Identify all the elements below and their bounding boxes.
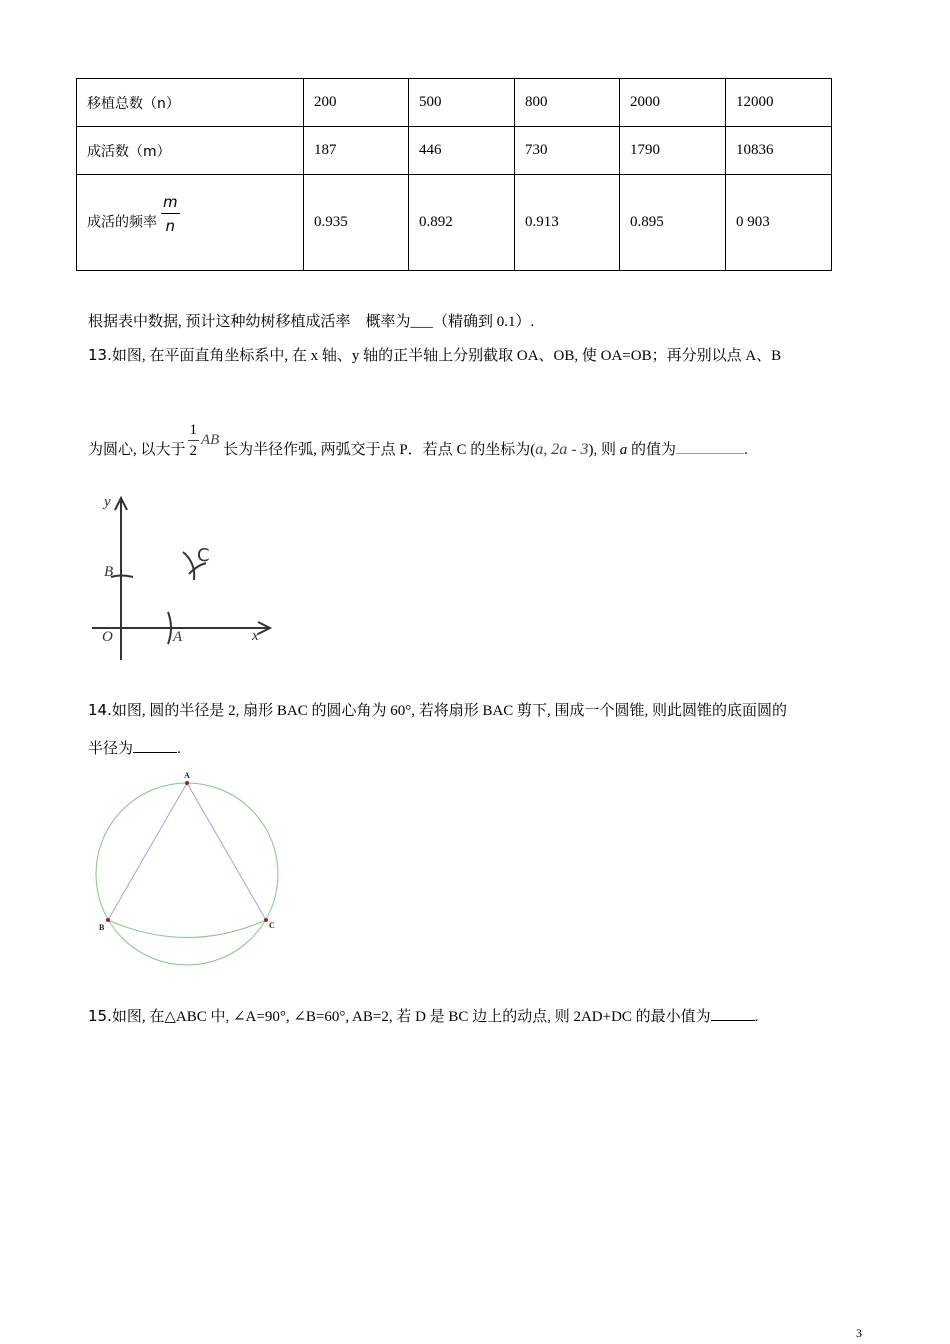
table-cell: 730 bbox=[515, 127, 620, 175]
q12-conclusion: 根据表中数据, 预计这种幼树移植成活率 概率为___（精确到 0.1）. bbox=[88, 314, 535, 330]
q15-text-1: 如图, 在△ABC 中, ∠A=90°, ∠B=60°, AB=2, 若 D 是 BC 边上的动点, 则 2AD+DC 的最小值为 bbox=[111, 1009, 711, 1025]
q13-text-2d: 的值为 bbox=[631, 441, 677, 458]
answer-blank[interactable] bbox=[711, 1020, 755, 1021]
question-number: 15. bbox=[88, 1007, 112, 1025]
fraction-numerator: 1 bbox=[188, 420, 200, 441]
table-row bbox=[77, 79, 832, 127]
q13-text-2b: 长为半径作弧, 两弧交于点 P．若点 C 的坐标为( bbox=[223, 441, 536, 458]
table-row bbox=[77, 127, 832, 175]
question-number: 13. bbox=[88, 346, 112, 364]
table-cell: 0.913 bbox=[515, 175, 620, 271]
segment-ab: AB bbox=[201, 431, 220, 448]
q13-coordinate-figure bbox=[86, 488, 286, 666]
table-cell: 800 bbox=[515, 79, 620, 127]
q13-text-2c: ), 则 bbox=[588, 441, 617, 458]
q14-text-2: 半径为 bbox=[88, 741, 134, 757]
label-b: B bbox=[99, 923, 105, 932]
table-cell: 2000 bbox=[620, 79, 726, 127]
point-c bbox=[264, 918, 268, 922]
table-row bbox=[77, 175, 832, 271]
table-cell: 200 bbox=[304, 79, 409, 127]
q14-circle-figure bbox=[88, 770, 288, 975]
q14-text-1: 如图, 圆的半径是 2, 扇形 BAC 的圆心角为 60°, 若将扇形 BAC 剪下, 围成一个圆锥, 则此圆锥的底面圆的 bbox=[111, 703, 788, 719]
label-y: y bbox=[104, 494, 111, 510]
table-cell: 12000 bbox=[726, 79, 832, 127]
point-b bbox=[106, 918, 110, 922]
fraction-m-over-n bbox=[161, 191, 180, 238]
question-number: 14. bbox=[88, 701, 112, 719]
q13-line1 bbox=[88, 344, 781, 365]
answer-blank[interactable] bbox=[676, 453, 744, 454]
q15-line1 bbox=[88, 1005, 758, 1026]
table-cell: 0.895 bbox=[620, 175, 726, 271]
q14-line1 bbox=[88, 699, 787, 720]
q14-line2 bbox=[88, 737, 181, 758]
q13-end: . bbox=[744, 441, 748, 458]
label-b: B bbox=[104, 564, 114, 580]
table-cell: 0.935 bbox=[304, 175, 409, 271]
variable-a: a bbox=[619, 441, 628, 458]
segment-ac-line bbox=[187, 783, 266, 920]
table-cell: 446 bbox=[409, 127, 515, 175]
q13-text-2a: 为圆心, 以大于 bbox=[88, 441, 186, 458]
fraction-one-half bbox=[188, 420, 200, 461]
table-cell: 1790 bbox=[620, 127, 726, 175]
answer-blank[interactable] bbox=[133, 752, 177, 753]
data-table bbox=[76, 78, 832, 271]
fraction-numerator: m bbox=[161, 191, 180, 214]
segment-ab-line bbox=[108, 783, 187, 920]
table-cell: 187 bbox=[304, 127, 409, 175]
label-a: A bbox=[184, 771, 190, 780]
arc-at-c-1 bbox=[183, 552, 194, 580]
sector-arc bbox=[108, 920, 266, 938]
row-label: 成活数（m） bbox=[77, 127, 304, 175]
row-label-text: 成活的频率 bbox=[87, 214, 157, 231]
q14-end: . bbox=[177, 741, 181, 757]
row-label: 移植总数（n） bbox=[77, 79, 304, 127]
table-cell: 0 903 bbox=[726, 175, 832, 271]
label-a: A bbox=[173, 629, 183, 645]
page-number: 3 bbox=[856, 1326, 862, 1340]
point-a bbox=[185, 781, 189, 785]
q15-end: . bbox=[754, 1009, 759, 1025]
q13-text-1: 如图, 在平面直角坐标系中, 在 x 轴、y 轴的正半轴上分别截取 OA、OB, 使 OA=OB；再分别以点 A、B bbox=[111, 348, 782, 364]
table-cell: 0.892 bbox=[409, 175, 515, 271]
row-label bbox=[77, 175, 304, 271]
q13-line2 bbox=[88, 422, 748, 471]
table-cell: 500 bbox=[409, 79, 515, 127]
table-cell: 10836 bbox=[726, 127, 832, 175]
point-c-coordinate: a, 2a - 3 bbox=[535, 440, 589, 458]
label-c: C bbox=[197, 545, 210, 566]
label-o: O bbox=[102, 629, 113, 645]
label-x: x bbox=[252, 628, 259, 644]
fraction-denominator: n bbox=[165, 217, 176, 235]
fraction-denominator: 2 bbox=[189, 443, 198, 459]
label-c: C bbox=[269, 921, 275, 930]
